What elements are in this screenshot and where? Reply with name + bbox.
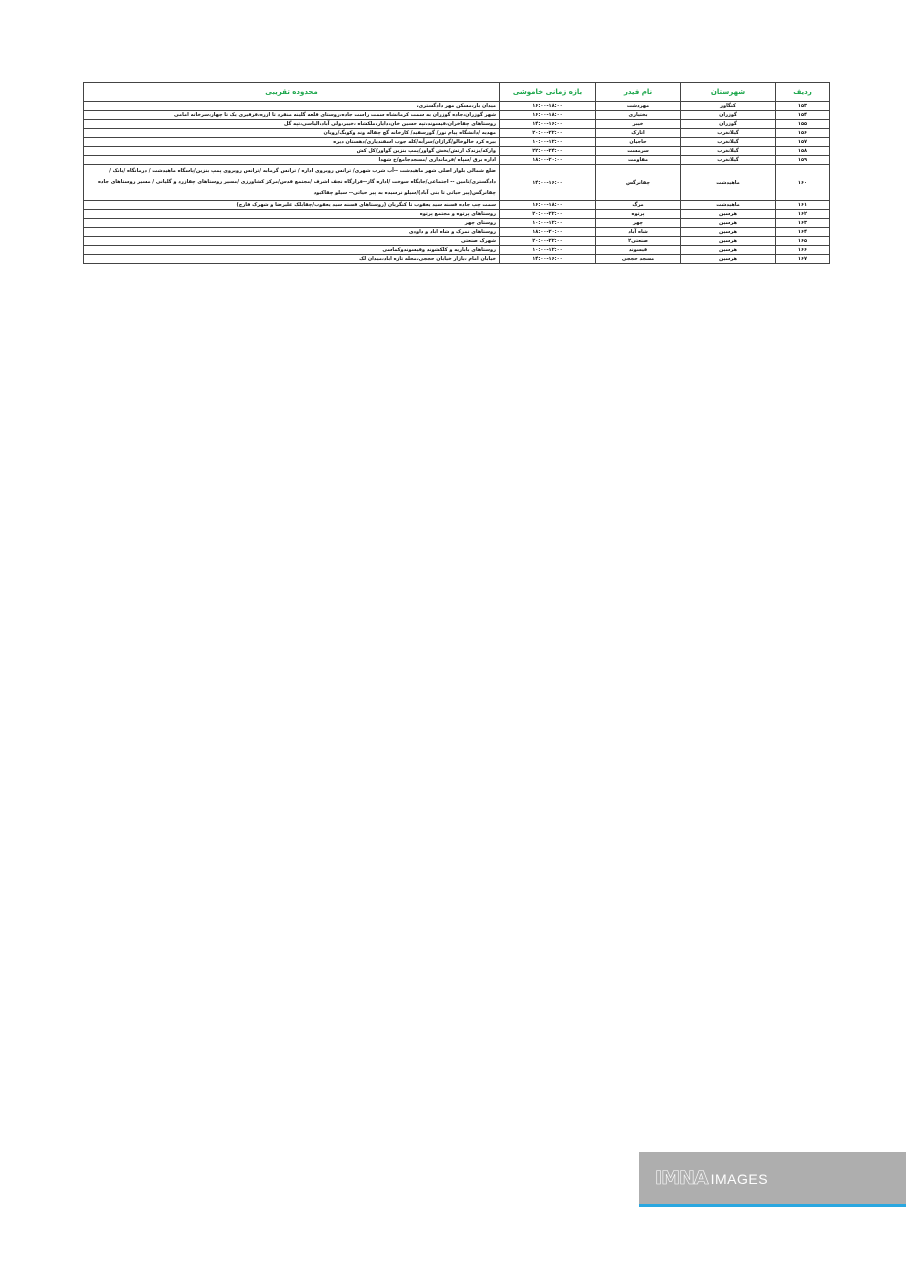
feeder-cell: مرگ — [596, 201, 681, 210]
header-outage-time: بازه زمانی خاموشی — [500, 83, 596, 102]
header-city: شهرستان — [681, 83, 776, 102]
feeder-cell: خیبر — [596, 120, 681, 129]
city-cell: ماهیدشت — [681, 165, 776, 201]
city-cell: گیلانغرب — [681, 156, 776, 165]
outage-time-cell: ۱۶:۰۰-۱۸:۰۰ — [500, 111, 596, 120]
table-row — [84, 102, 830, 111]
area-cell: روستاهای چقاخران،قیسوند،تپه حسین خان،دایار،ملکشاه ،خیبر،ولی آباد،الیاسی،تپه گل — [84, 120, 500, 129]
row-number-cell: ۱۵۹ — [776, 156, 830, 165]
outage-time-cell: ۲۰:۰۰-۲۲:۰۰ — [500, 237, 596, 246]
row-number-cell: ۱۶۶ — [776, 246, 830, 255]
city-cell: کنگاور — [681, 102, 776, 111]
images-label: IMAGES — [710, 1171, 769, 1187]
area-cell: سمت چپ جاده قسنه سید یعقوب تا کنگربان (روستاهای قسنه سید یعقوب/چقابلک علیرضا و شهرک فارج) — [84, 201, 500, 210]
area-cell: اداره برق /سپاه /فرمانداری /مسجدجامع/خ شهدا — [84, 156, 500, 165]
area-cell: وارکه/بزندک ارتش/بخش گواور/پمپ بنزین گواور/کل کش — [84, 147, 500, 156]
imna-logo — [655, 1167, 768, 1189]
row-number-cell: ۱۵۴ — [776, 111, 830, 120]
table-row — [84, 255, 830, 264]
city-cell: گوزران — [681, 120, 776, 129]
city-cell: ماهیدشت — [681, 201, 776, 210]
row-number-cell: ۱۵۸ — [776, 147, 830, 156]
feeder-cell: صنعتی۲ — [596, 237, 681, 246]
area-cell: خیابان امام ،بازار خیابان حججی،محله تازه اباد،میدان لک — [84, 255, 500, 264]
area-cell: روستای چهر — [84, 219, 500, 228]
outage-schedule-table — [83, 82, 830, 264]
city-cell: گیلانغرب — [681, 129, 776, 138]
table-row — [84, 129, 830, 138]
city-cell: هرسین — [681, 210, 776, 219]
outage-time-cell: ۱۸:۰۰-۲۰:۰۰ — [500, 156, 596, 165]
table-row — [84, 111, 830, 120]
city-cell: هرسین — [681, 246, 776, 255]
outage-time-cell: ۱۰:۰۰-۱۲:۰۰ — [500, 246, 596, 255]
outage-time-cell: ۱۶:۰۰-۱۸:۰۰ — [500, 102, 596, 111]
city-cell: هرسین — [681, 237, 776, 246]
table-row — [84, 147, 830, 156]
table-row — [84, 246, 830, 255]
outage-time-cell: ۱۸:۰۰-۲۰:۰۰ — [500, 228, 596, 237]
row-number-cell: ۱۵۳ — [776, 102, 830, 111]
table-row — [84, 138, 830, 147]
row-number-cell: ۱۶۷ — [776, 255, 830, 264]
area-cell: ضلع شمالی بلوار اصلی شهر ماهیدشت --آب شرب شهری/ ترانس روبروی اداره / ترانس گرمابه /ترانس روبروی پمپ بنزین/پاسگاه ماهیدشت / درمانگاه /بانک /دادگستری/تامین -- اجتماعی/جایگاه سوخت /اداره گاز--قرارگاه نجف اشرف /مجتمع قدس/مرکز کشاورزی /مسیر روستاهای چقازرد و گلیانی / مسیر روستاهای جاده چقانرگس(پیر حیاتی تا بنی آباد)/سیلو نرسیده به پیر حیاتی-- سیلو چقاکبود — [84, 165, 500, 201]
table-row — [84, 237, 830, 246]
row-number-cell: ۱۶۱ — [776, 201, 830, 210]
city-cell: هرسین — [681, 219, 776, 228]
feeder-cell: اتارک — [596, 129, 681, 138]
header-feeder: نام فیدر — [596, 83, 681, 102]
area-cell: روستاهای باباریه و کلکشوند وقیسوندوکماسی — [84, 246, 500, 255]
feeder-cell: مسجد حججی — [596, 255, 681, 264]
row-number-cell: ۱۶۴ — [776, 228, 830, 237]
feeder-cell: سرمست — [596, 147, 681, 156]
table-row — [84, 165, 830, 201]
table-row — [84, 219, 830, 228]
table-row — [84, 210, 830, 219]
table-body — [84, 102, 830, 264]
outage-time-cell: ۲۲:۰۰-۲۴:۰۰ — [500, 147, 596, 156]
area-cell: روستاهای پرتوه و مجتمع پرتوه — [84, 210, 500, 219]
row-number-cell: ۱۵۵ — [776, 120, 830, 129]
outage-time-cell: ۲۰:۰۰-۲۲:۰۰ — [500, 129, 596, 138]
city-cell: گیلانغرب — [681, 147, 776, 156]
area-cell: مهدیه /دانشگاه پیام نور/ گورسفید/ کارخانه گچ چقاله وند وکوبگ/رویان — [84, 129, 500, 138]
outage-time-cell: ۱۴:۰۰-۱۶:۰۰ — [500, 120, 596, 129]
area-cell: شهرک صنعتی — [84, 237, 500, 246]
feeder-cell: مهردشت — [596, 102, 681, 111]
outage-time-cell: ۱۴:۰۰-۱۶:۰۰ — [500, 165, 596, 201]
feeder-cell: شاه آباد — [596, 228, 681, 237]
city-cell: هرسین — [681, 255, 776, 264]
row-number-cell: ۱۶۰ — [776, 165, 830, 201]
outage-time-cell: ۱۶:۰۰-۱۸:۰۰ — [500, 201, 596, 210]
area-cell: بیره کرد خالوخالو/گراژان/سرآبه/کله جوب اسفندیاری/دهستان دیره — [84, 138, 500, 147]
outage-time-cell: ۱۰:۰۰-۱۲:۰۰ — [500, 138, 596, 147]
feeder-cell: پرتوه — [596, 210, 681, 219]
table-row — [84, 156, 830, 165]
table-row — [84, 201, 830, 210]
row-number-cell: ۱۶۲ — [776, 210, 830, 219]
outage-time-cell: ۲۰:۰۰-۲۲:۰۰ — [500, 210, 596, 219]
area-cell: میدان بار،مسکن مهر دادگستری، — [84, 102, 500, 111]
feeder-cell: مقاومت — [596, 156, 681, 165]
feeder-cell: قیسوند — [596, 246, 681, 255]
outage-time-cell: ۱۴:۰۰-۱۶:۰۰ — [500, 255, 596, 264]
area-cell: شهر گوزران،جاده گوزران به سمت کرمانشاه سمت راست جاده،روستای قلعه گلینه منفرد تا ازره،فرقیری یک تا چهار،سرخانه امامی — [84, 111, 500, 120]
city-cell: گوزران — [681, 111, 776, 120]
city-cell: هرسین — [681, 228, 776, 237]
table-row — [84, 120, 830, 129]
imna-logo-text: IMNA — [655, 1167, 708, 1189]
header-row-number: ردیف — [776, 83, 830, 102]
city-cell: گیلانغرب — [681, 138, 776, 147]
feeder-cell: چهر — [596, 219, 681, 228]
table-row — [84, 228, 830, 237]
row-number-cell: ۱۶۵ — [776, 237, 830, 246]
table-header-row — [84, 83, 830, 102]
feeder-cell: چقانرگس — [596, 165, 681, 201]
imna-images-watermark — [639, 1152, 906, 1207]
header-area: محدوده تقریبی — [84, 83, 500, 102]
feeder-cell: حاجیان — [596, 138, 681, 147]
area-cell: روستاهای نمرک و شاه اباد و داودی — [84, 228, 500, 237]
feeder-cell: بختیاری — [596, 111, 681, 120]
row-number-cell: ۱۵۷ — [776, 138, 830, 147]
row-number-cell: ۱۶۳ — [776, 219, 830, 228]
outage-time-cell: ۱۰:۰۰-۱۲:۰۰ — [500, 219, 596, 228]
row-number-cell: ۱۵۶ — [776, 129, 830, 138]
